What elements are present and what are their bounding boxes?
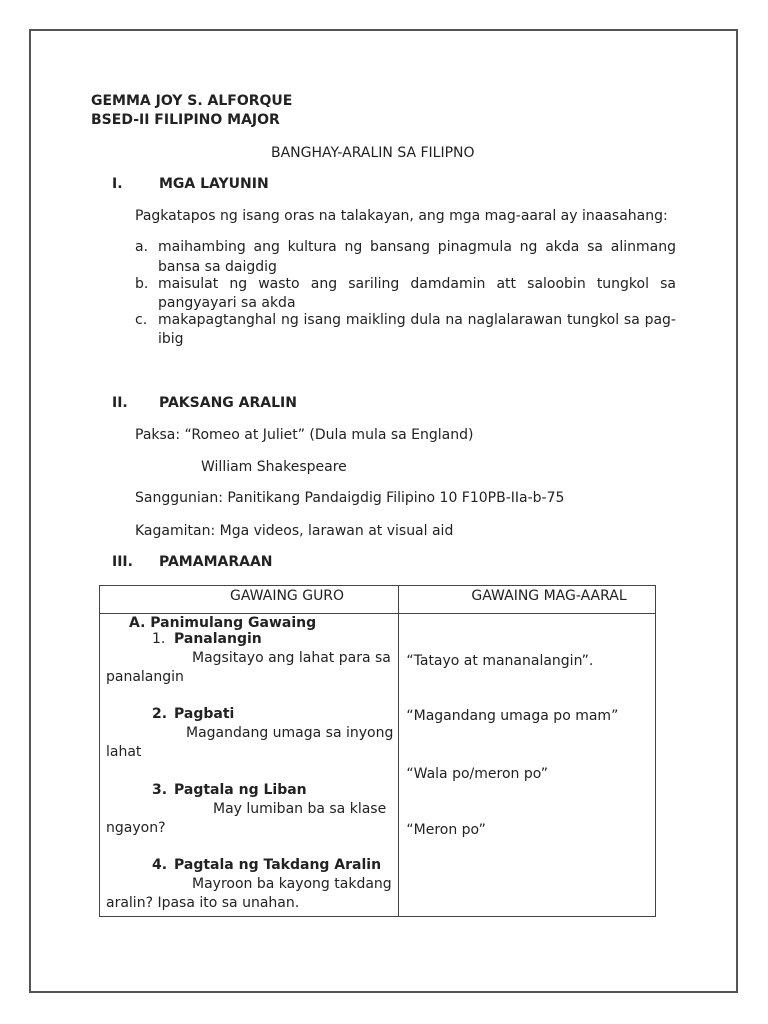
- step-2-title: Pagbati: [174, 706, 235, 722]
- section-3-heading: PAMAMARAAN: [159, 554, 273, 570]
- step-4-number: 4.: [152, 857, 168, 873]
- objective-c-letter: c.: [135, 312, 148, 328]
- step-1-number: 1.: [152, 631, 166, 647]
- step-2-number: 2.: [152, 706, 168, 722]
- response-1: “Tatayo at mananalangin”.: [406, 653, 594, 669]
- objective-b-line2: pangyayari sa akda: [158, 295, 296, 311]
- section-3-number: III.: [112, 554, 133, 570]
- step-4-line1: Mayroon ba kayong takdang: [192, 876, 392, 892]
- document-title: BANGHAY-ARALIN SA FILIPNO: [271, 145, 475, 161]
- guro-cell: [100, 614, 399, 917]
- objective-c-line1: makapagtanghal ng isang maikling dula na naglalarawan tungkol sa pag-: [158, 312, 676, 328]
- sanggunian-line: Sanggunian: Panitikang Pandaigdig Filipino 10 F10PB-IIa-b-75: [135, 490, 565, 506]
- mag-aaral-cell: [399, 614, 656, 917]
- part-a-heading: A. Panimulang Gawaing: [129, 615, 317, 631]
- step-2-line2: lahat: [106, 744, 142, 760]
- response-4: “Meron po”: [406, 822, 486, 838]
- author-name: GEMMA JOY S. ALFORQUE: [91, 93, 293, 109]
- step-3-number: 3.: [152, 782, 168, 798]
- table-header-row: [100, 586, 656, 614]
- objectives-intro: Pagkatapos ng isang oras na talakayan, ang mga mag-aaral ay inaasahang:: [135, 208, 668, 224]
- step-2-line1: Magandang umaga sa inyong: [186, 725, 394, 741]
- objective-a-line2: bansa sa daigdig: [158, 259, 277, 275]
- step-4-title: Pagtala ng Takdang Aralin: [174, 857, 382, 873]
- step-3-line2: ngayon?: [106, 820, 166, 836]
- objective-c-line2: ibig: [158, 331, 184, 347]
- section-1-heading: MGA LAYUNIN: [159, 176, 269, 192]
- header-right-label: GAWAING MAG-AARAL: [471, 588, 627, 604]
- section-2-number: II.: [112, 395, 128, 411]
- header-left-label: GAWAING GURO: [230, 588, 345, 604]
- step-1-title: Panalangin: [174, 631, 262, 647]
- objective-b-line1: maisulat ng wasto ang sariling damdamin att saloobin tungkol sa: [158, 276, 676, 292]
- author-course: BSED-II FILIPINO MAJOR: [91, 112, 280, 128]
- step-4-line2: aralin? Ipasa ito sa unahan.: [106, 895, 300, 911]
- step-1-line2: panalangin: [106, 669, 184, 685]
- section-1-number: I.: [112, 176, 123, 192]
- paksa-author: William Shakespeare: [201, 459, 347, 475]
- procedure-table: [99, 585, 656, 917]
- step-3-title: Pagtala ng Liban: [174, 782, 307, 798]
- step-1-line1: Magsitayo ang lahat para sa: [192, 650, 391, 666]
- header-gawaing-guro: [100, 586, 399, 614]
- kagamitan-line: Kagamitan: Mga videos, larawan at visual aid: [135, 523, 454, 539]
- objective-a-letter: a.: [135, 239, 149, 255]
- table-row: [100, 614, 656, 917]
- section-2-heading: PAKSANG ARALIN: [159, 395, 297, 411]
- response-2: “Magandang umaga po mam”: [406, 708, 619, 724]
- response-3: “Wala po/meron po”: [406, 766, 549, 782]
- objective-a-line1: maihambing ang kultura ng bansang pinagmula ng akda sa alinmang: [158, 239, 676, 255]
- objective-b-letter: b.: [135, 276, 149, 292]
- step-3-line1: May lumiban ba sa klase: [213, 801, 387, 817]
- header-gawaing-mag-aaral: [399, 586, 656, 614]
- paksa-line: Paksa: “Romeo at Juliet” (Dula mula sa England): [135, 427, 474, 443]
